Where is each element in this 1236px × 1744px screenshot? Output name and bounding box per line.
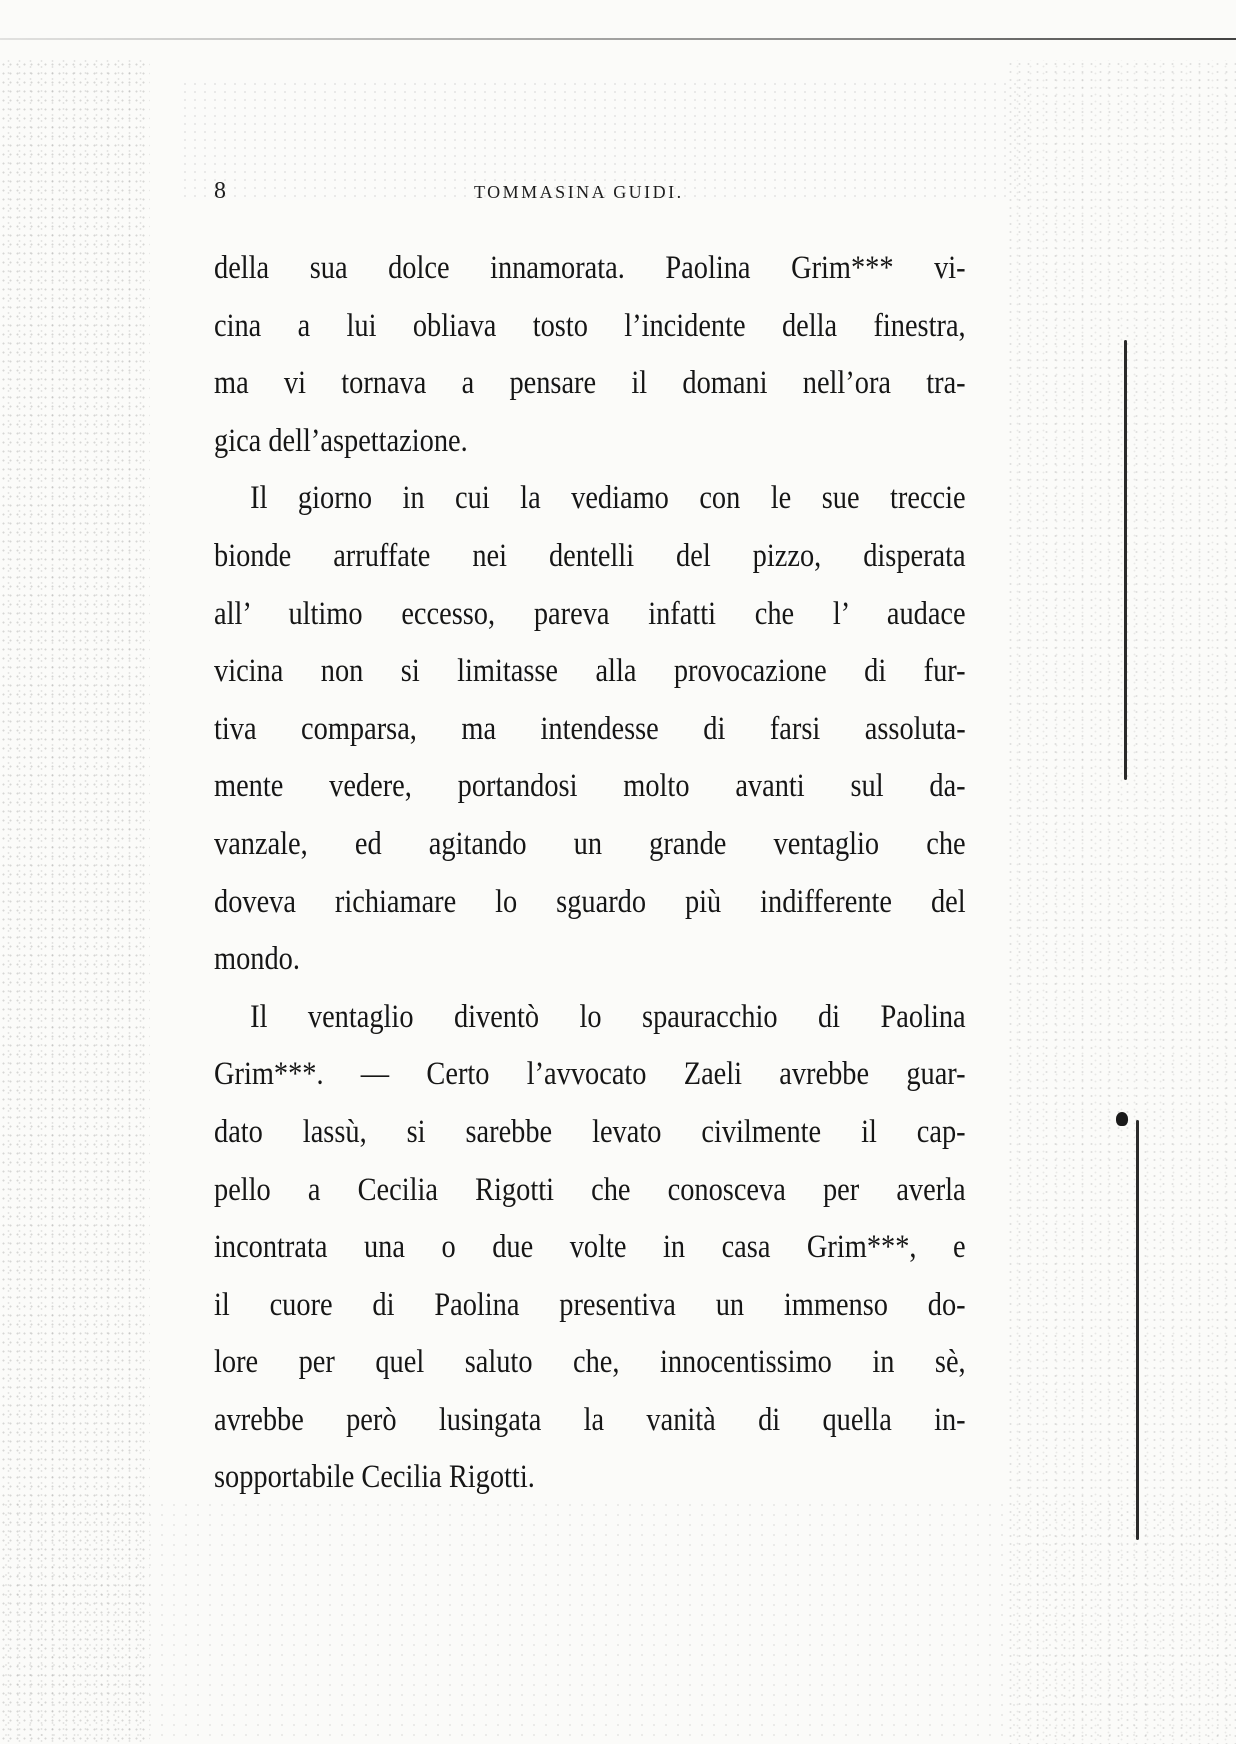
- text-line: cina a lui obliava tosto l’incidente della finestra,: [214, 307, 966, 344]
- text-line: della sua dolce innamorata. Paolina Grim*** vi-: [214, 250, 966, 286]
- page-edge-blot: [1116, 1112, 1128, 1126]
- text-line: tiva comparsa, ma intendesse di farsi assoluta-: [214, 710, 966, 747]
- scan-noise-right: [1006, 60, 1236, 1744]
- scan-noise-bottom: [0, 1500, 1236, 1744]
- text-line: avrebbe però lusingata la vanità di quella in-: [214, 1401, 966, 1438]
- body-text: [214, 240, 966, 1507]
- text-line: pello a Cecilia Rigotti che conosceva per averla: [214, 1171, 966, 1208]
- page-number: 8: [214, 178, 226, 204]
- text-line: vanzale, ed agitando un grande ventaglio che: [214, 825, 966, 862]
- running-head: [214, 176, 974, 206]
- text-line: incontrata una o due volte in casa Grim***, e: [214, 1229, 966, 1266]
- text-line: mondo.: [214, 941, 300, 978]
- scan-edge-rule: [0, 38, 1236, 40]
- text-line: bionde arruffate nei dentelli del pizzo, disperata: [214, 537, 966, 574]
- scan-noise-left: [0, 60, 150, 1744]
- text-line: dato lassù, si sarebbe levato civilmente il cap-: [214, 1113, 966, 1150]
- text-line: il cuore di Paolina presentiva un immenso do-: [214, 1286, 966, 1323]
- text-line: ma vi tornava a pensare il domani nell’ora tra-: [214, 365, 966, 402]
- text-line: gica dell’aspettazione.: [214, 422, 468, 459]
- text-line: sopportabile Cecilia Rigotti.: [214, 1459, 535, 1496]
- page-edge-mark-upper: [1124, 340, 1127, 780]
- text-line: doveva richiamare lo sguardo più indifferente del: [214, 883, 966, 920]
- text-line: all’ ultimo eccesso, pareva infatti che l’ audace: [214, 595, 966, 632]
- text-line: vicina non si limitasse alla provocazione di fur-: [214, 653, 966, 690]
- text-line: Il ventaglio diventò lo spauracchio di Paolina: [250, 998, 966, 1035]
- page-edge-mark-lower: [1136, 1120, 1139, 1540]
- text-line: mente vedere, portandosi molto avanti sul da-: [214, 768, 966, 805]
- running-title: TOMMASINA GUIDI.: [474, 182, 684, 202]
- text-line: lore per quel saluto che, innocentissimo in sè,: [214, 1344, 966, 1381]
- text-line: Grim***. — Certo l’avvocato Zaeli avrebbe guar-: [214, 1056, 966, 1093]
- text-line: Il giorno in cui la vediamo con le sue treccie: [250, 480, 966, 517]
